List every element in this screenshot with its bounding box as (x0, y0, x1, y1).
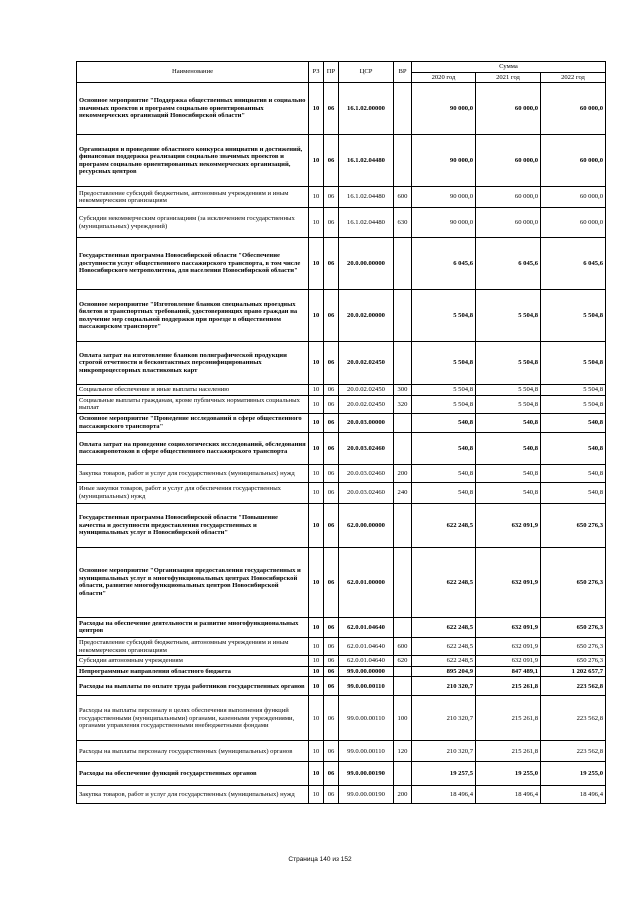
row-value-2022: 540,8 (541, 432, 606, 464)
row-value-2022: 60 000,0 (541, 208, 606, 238)
page-number: Страница 140 из 152 (288, 856, 352, 863)
row-csr: 99.0.00.00190 (339, 762, 394, 786)
table-row (77, 208, 606, 238)
table-row (77, 666, 606, 677)
row-vr: 300 (394, 385, 412, 396)
header-sum: Сумма (412, 62, 606, 73)
row-pr: 06 (324, 482, 339, 503)
table-row (77, 464, 606, 482)
row-csr: 20.0.02.00000 (339, 290, 394, 342)
header-rz: РЗ (309, 62, 324, 83)
row-value-2020: 895 204,9 (412, 666, 476, 677)
row-value-2020: 210 320,7 (412, 696, 476, 741)
row-value-2021: 540,8 (476, 413, 541, 432)
row-vr (394, 547, 412, 617)
row-name: Оплата затрат на проведение социологических исследований, обследования пассажиропотоков в сфере общественного пассажирского транспорта (77, 432, 309, 464)
row-pr: 06 (324, 432, 339, 464)
row-pr: 06 (324, 741, 339, 762)
row-csr: 20.0.03.02460 (339, 432, 394, 464)
header-csr: ЦСР (339, 62, 394, 83)
row-rz: 10 (309, 238, 324, 290)
header-pr: ПР (324, 62, 339, 83)
row-vr (394, 666, 412, 677)
row-pr: 06 (324, 547, 339, 617)
table-row (77, 547, 606, 617)
header-name: Наименование (77, 62, 309, 83)
row-value-2022: 650 276,3 (541, 503, 606, 547)
row-pr: 06 (324, 83, 339, 135)
row-value-2022: 540,8 (541, 464, 606, 482)
row-value-2020: 5 504,8 (412, 290, 476, 342)
row-vr (394, 413, 412, 432)
row-value-2020: 18 496,4 (412, 786, 476, 804)
table-row (77, 637, 606, 655)
row-name: Субсидии некоммерческим организациям (за исключением государственных (муниципальных) учреждений) (77, 208, 309, 238)
row-name: Основное мероприятие "Проведение исследований в сфере общественного пассажирского транспорта" (77, 413, 309, 432)
row-csr: 62.0.01.00000 (339, 547, 394, 617)
row-vr: 120 (394, 741, 412, 762)
row-csr: 20.0.02.02450 (339, 385, 394, 396)
row-value-2020: 540,8 (412, 432, 476, 464)
row-value-2021: 19 255,0 (476, 762, 541, 786)
row-value-2021: 540,8 (476, 432, 541, 464)
row-name: Социальные выплаты гражданам, кроме публичных нормативных социальных выплат (77, 395, 309, 413)
row-value-2021: 6 045,6 (476, 238, 541, 290)
row-value-2022: 223 562,8 (541, 677, 606, 696)
row-value-2022: 223 562,8 (541, 741, 606, 762)
row-csr: 99.0.00.00190 (339, 786, 394, 804)
row-name: Непрограммные направления областного бюджета (77, 666, 309, 677)
row-rz: 10 (309, 187, 324, 208)
row-value-2021: 632 091,9 (476, 547, 541, 617)
row-value-2020: 90 000,0 (412, 135, 476, 187)
row-value-2020: 210 320,7 (412, 741, 476, 762)
row-name: Закупка товаров, работ и услуг для государственных (муниципальных) нужд (77, 786, 309, 804)
row-rz: 10 (309, 656, 324, 667)
row-name: Субсидии автономным учреждениям (77, 656, 309, 667)
row-vr (394, 238, 412, 290)
row-value-2020: 90 000,0 (412, 187, 476, 208)
table-row (77, 741, 606, 762)
row-value-2021: 215 261,8 (476, 677, 541, 696)
table-row (77, 135, 606, 187)
row-csr: 99.0.00.00110 (339, 696, 394, 741)
row-pr: 06 (324, 238, 339, 290)
row-name: Расходы на выплаты персоналу государственных (муниципальных) органов (77, 741, 309, 762)
row-rz: 10 (309, 786, 324, 804)
row-value-2022: 6 045,6 (541, 238, 606, 290)
table-row (77, 187, 606, 208)
row-rz: 10 (309, 290, 324, 342)
row-pr: 06 (324, 413, 339, 432)
row-name: Организация и проведение областного конкурса инициатив и достижений, финансовая поддержка реализации социально значимых проектов и программ социально ориентированных некоммерческих организаций, ресурсных центров (77, 135, 309, 187)
row-csr: 16.1.02.04480 (339, 208, 394, 238)
row-name: Оплата затрат на изготовление бланков полиграфической продукции строгой отчетности и бесконтактных персонифицированных микропроцессорных пластиковых карт (77, 342, 309, 385)
row-value-2020: 540,8 (412, 482, 476, 503)
row-value-2020: 210 320,7 (412, 677, 476, 696)
row-rz: 10 (309, 432, 324, 464)
row-vr: 620 (394, 656, 412, 667)
row-csr: 16.1.02.04480 (339, 187, 394, 208)
row-rz: 10 (309, 395, 324, 413)
row-csr: 20.0.02.02450 (339, 342, 394, 385)
row-vr (394, 432, 412, 464)
row-value-2022: 5 504,8 (541, 385, 606, 396)
row-pr: 06 (324, 666, 339, 677)
row-value-2022: 650 276,3 (541, 637, 606, 655)
row-pr: 06 (324, 135, 339, 187)
row-name: Расходы на обеспечение деятельности и развитие многофункциональных центров (77, 617, 309, 637)
row-rz: 10 (309, 762, 324, 786)
row-name: Предоставление субсидий бюджетным, автономным учреждениям и иным некоммерческим организациям (77, 637, 309, 655)
table-row (77, 342, 606, 385)
row-value-2020: 5 504,8 (412, 342, 476, 385)
row-value-2021: 632 091,9 (476, 617, 541, 637)
row-name: Государственная программа Новосибирской области "Повышение качества и доступности предоставления государственных и муниципальных услуг в Новосибирской области" (77, 503, 309, 547)
row-value-2021: 18 496,4 (476, 786, 541, 804)
row-vr: 600 (394, 637, 412, 655)
row-csr: 99.0.00.00000 (339, 666, 394, 677)
row-value-2022: 540,8 (541, 413, 606, 432)
row-value-2021: 60 000,0 (476, 208, 541, 238)
row-rz: 10 (309, 482, 324, 503)
row-vr (394, 135, 412, 187)
row-rz: 10 (309, 637, 324, 655)
row-pr: 06 (324, 677, 339, 696)
row-pr: 06 (324, 786, 339, 804)
row-rz: 10 (309, 464, 324, 482)
row-csr: 99.0.00.00110 (339, 677, 394, 696)
row-pr: 06 (324, 395, 339, 413)
row-name: Закупка товаров, работ и услуг для государственных (муниципальных) нужд (77, 464, 309, 482)
row-value-2022: 60 000,0 (541, 135, 606, 187)
row-rz: 10 (309, 677, 324, 696)
row-pr: 06 (324, 464, 339, 482)
row-vr: 200 (394, 786, 412, 804)
row-name: Иные закупки товаров, работ и услуг для обеспечения государственных (муниципальных) нужд (77, 482, 309, 503)
row-name: Основное мероприятие "Организация предоставления государственных и муниципальных услуг в многофункциональных центрах Новосибирской области, развитие многофункциональных центров Новосибирской области" (77, 547, 309, 617)
table-row (77, 696, 606, 741)
table-row (77, 395, 606, 413)
row-value-2021: 632 091,9 (476, 637, 541, 655)
row-pr: 06 (324, 617, 339, 637)
table-row (77, 677, 606, 696)
table-row (77, 432, 606, 464)
row-value-2022: 60 000,0 (541, 83, 606, 135)
row-value-2021: 5 504,8 (476, 342, 541, 385)
row-vr: 200 (394, 464, 412, 482)
row-csr: 16.1.02.00000 (339, 83, 394, 135)
row-csr: 20.0.03.00000 (339, 413, 394, 432)
row-value-2021: 60 000,0 (476, 83, 541, 135)
row-value-2021: 540,8 (476, 464, 541, 482)
row-name: Расходы на выплаты по оплате труда работников государственных органов (77, 677, 309, 696)
row-vr: 320 (394, 395, 412, 413)
row-vr (394, 83, 412, 135)
row-vr (394, 762, 412, 786)
table-row (77, 238, 606, 290)
table-row (77, 656, 606, 667)
table-row (77, 83, 606, 135)
row-rz: 10 (309, 385, 324, 396)
row-rz: 10 (309, 135, 324, 187)
row-name: Основное мероприятие "Поддержка общественных инициатив и социально значимых проектов и программ социально ориентированных некоммерческих организаций Новосибирской области" (77, 83, 309, 135)
row-pr: 06 (324, 342, 339, 385)
row-rz: 10 (309, 696, 324, 741)
row-vr (394, 503, 412, 547)
row-name: Предоставление субсидий бюджетным, автономным учреждениям и иным некоммерческим организациям (77, 187, 309, 208)
row-value-2020: 6 045,6 (412, 238, 476, 290)
row-value-2021: 215 261,8 (476, 696, 541, 741)
row-value-2021: 540,8 (476, 482, 541, 503)
row-name: Социальное обеспечение и иные выплаты населению (77, 385, 309, 396)
row-value-2021: 5 504,8 (476, 290, 541, 342)
row-value-2020: 622 248,5 (412, 617, 476, 637)
row-value-2022: 5 504,8 (541, 395, 606, 413)
row-value-2020: 19 257,5 (412, 762, 476, 786)
row-rz: 10 (309, 83, 324, 135)
row-vr: 240 (394, 482, 412, 503)
row-value-2022: 19 255,0 (541, 762, 606, 786)
table-row (77, 503, 606, 547)
row-rz: 10 (309, 741, 324, 762)
header-year-2020: 2020 год (412, 72, 476, 83)
row-vr (394, 342, 412, 385)
row-value-2022: 5 504,8 (541, 290, 606, 342)
table-row (77, 290, 606, 342)
row-pr: 06 (324, 696, 339, 741)
row-value-2020: 622 248,5 (412, 547, 476, 617)
row-name: Расходы на обеспечение функций государственных органов (77, 762, 309, 786)
row-value-2020: 622 248,5 (412, 637, 476, 655)
row-value-2022: 1 202 657,7 (541, 666, 606, 677)
table-row (77, 762, 606, 786)
row-value-2020: 622 248,5 (412, 503, 476, 547)
row-value-2020: 622 248,5 (412, 656, 476, 667)
budget-table (76, 61, 606, 804)
row-name: Расходы на выплаты персоналу в целях обеспечения выполнения функций государственными (муниципальными) органами, казенными учреждениями, органами управления государственными внебюджетными фондами (77, 696, 309, 741)
row-vr: 600 (394, 187, 412, 208)
row-value-2021: 632 091,9 (476, 503, 541, 547)
row-value-2021: 632 091,9 (476, 656, 541, 667)
row-value-2021: 5 504,8 (476, 395, 541, 413)
row-name: Основное мероприятие "Изготовление бланков специальных проездных билетов и транспортных требований, удостоверяющих право граждан на получение мер социальной поддержки при проезде в общественном пассажирском транспорте" (77, 290, 309, 342)
header-vr: ВР (394, 62, 412, 83)
table-row (77, 482, 606, 503)
row-rz: 10 (309, 208, 324, 238)
row-vr (394, 617, 412, 637)
row-value-2021: 847 489,1 (476, 666, 541, 677)
row-value-2022: 223 562,8 (541, 696, 606, 741)
row-pr: 06 (324, 208, 339, 238)
row-csr: 20.0.03.02460 (339, 482, 394, 503)
row-value-2022: 650 276,3 (541, 547, 606, 617)
row-value-2020: 540,8 (412, 464, 476, 482)
row-rz: 10 (309, 617, 324, 637)
table-row (77, 385, 606, 396)
row-rz: 10 (309, 342, 324, 385)
row-value-2021: 215 261,8 (476, 741, 541, 762)
row-vr: 630 (394, 208, 412, 238)
row-rz: 10 (309, 503, 324, 547)
row-rz: 10 (309, 413, 324, 432)
row-csr: 20.0.00.00000 (339, 238, 394, 290)
row-csr: 16.1.02.04480 (339, 135, 394, 187)
row-pr: 06 (324, 762, 339, 786)
table-row (77, 786, 606, 804)
row-csr: 99.0.00.00110 (339, 741, 394, 762)
row-value-2020: 5 504,8 (412, 395, 476, 413)
row-value-2021: 60 000,0 (476, 187, 541, 208)
row-rz: 10 (309, 666, 324, 677)
row-pr: 06 (324, 656, 339, 667)
row-csr: 62.0.01.04640 (339, 617, 394, 637)
row-value-2022: 540,8 (541, 482, 606, 503)
row-value-2020: 90 000,0 (412, 208, 476, 238)
row-csr: 20.0.02.02450 (339, 395, 394, 413)
row-value-2020: 540,8 (412, 413, 476, 432)
row-csr: 62.0.01.04640 (339, 637, 394, 655)
row-value-2021: 5 504,8 (476, 385, 541, 396)
row-csr: 62.0.01.04640 (339, 656, 394, 667)
row-pr: 06 (324, 290, 339, 342)
row-value-2022: 5 504,8 (541, 342, 606, 385)
table-body (77, 83, 606, 804)
row-value-2022: 650 276,3 (541, 617, 606, 637)
row-pr: 06 (324, 637, 339, 655)
row-pr: 06 (324, 503, 339, 547)
row-vr (394, 677, 412, 696)
row-pr: 06 (324, 385, 339, 396)
row-csr: 62.0.00.00000 (339, 503, 394, 547)
row-name: Государственная программа Новосибирской области "Обеспечение доступности услуг общественного пассажирского транспорта, в том числе Новосибирского метрополитена, для населения Новосибирской области" (77, 238, 309, 290)
row-value-2020: 5 504,8 (412, 385, 476, 396)
row-value-2022: 60 000,0 (541, 187, 606, 208)
row-vr (394, 290, 412, 342)
row-value-2022: 650 276,3 (541, 656, 606, 667)
row-value-2022: 18 496,4 (541, 786, 606, 804)
row-pr: 06 (324, 187, 339, 208)
row-rz: 10 (309, 547, 324, 617)
header-year-2021: 2021 год (476, 72, 541, 83)
row-value-2020: 90 000,0 (412, 83, 476, 135)
row-csr: 20.0.03.02460 (339, 464, 394, 482)
header-year-2022: 2022 год (541, 72, 606, 83)
row-vr: 100 (394, 696, 412, 741)
row-value-2021: 60 000,0 (476, 135, 541, 187)
table-row (77, 617, 606, 637)
table-row (77, 413, 606, 432)
